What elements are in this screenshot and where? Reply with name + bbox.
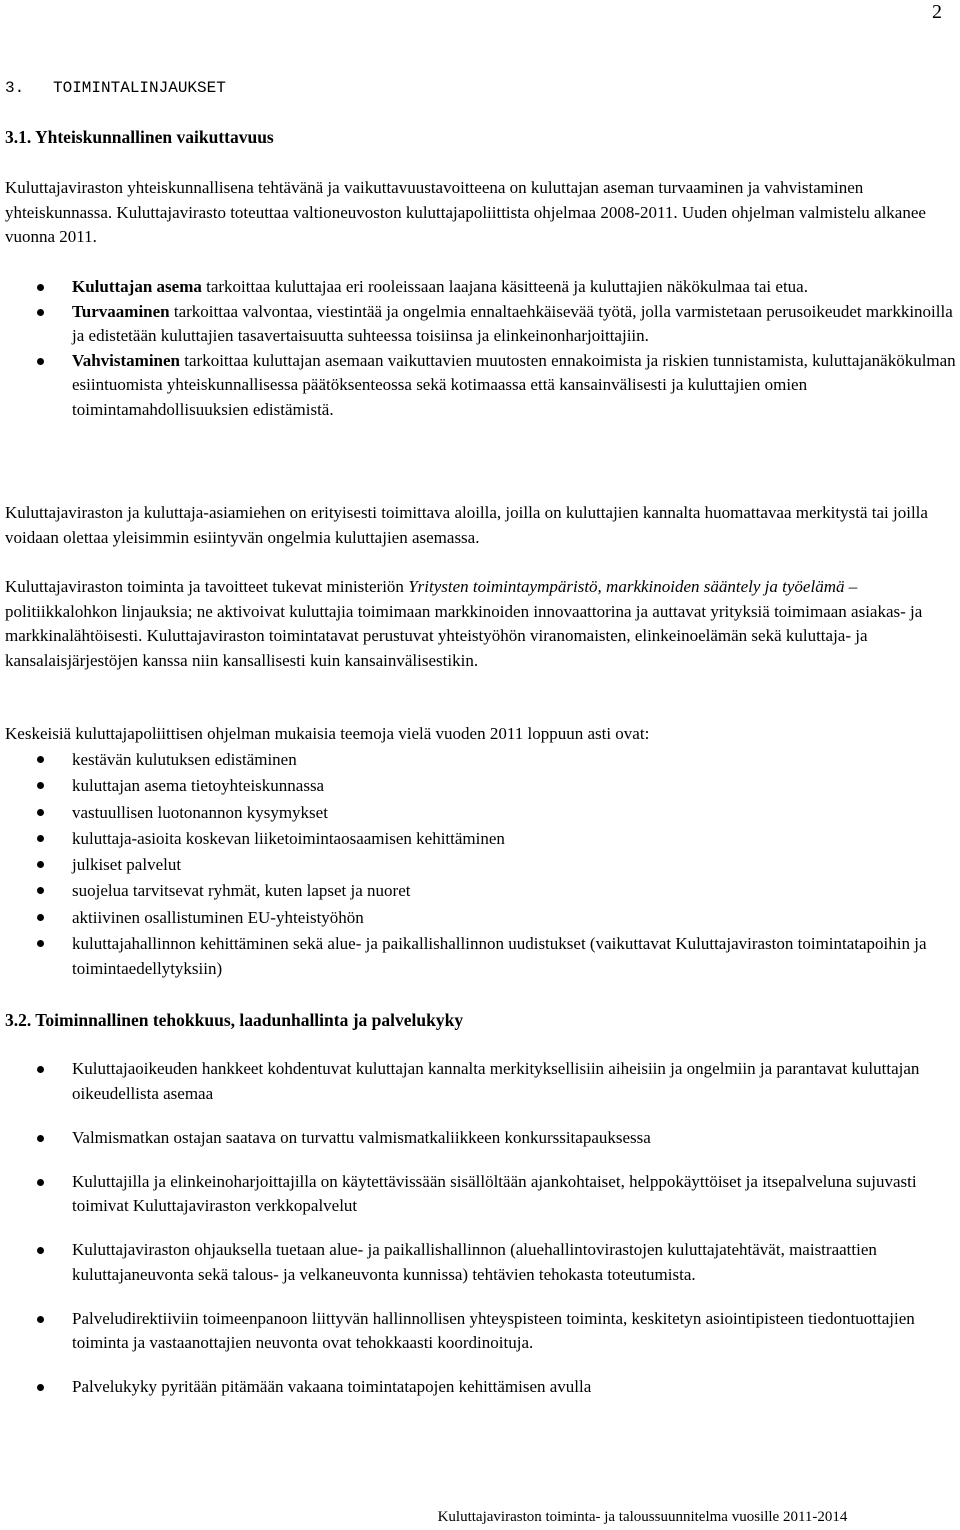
efficiency-item: Palveludirektiiviin toimeenpanoon liittyvän hallinnollisen yhteyspisteen toiminta, keskitetyn asiointipisteen tiedontuottajien toiminta ja vastaanottajien neuvonta ovat tehokkaasti koordinoituja.: [0, 1307, 960, 1356]
paragraph-3-end: – politiikkalohkon linjauksia; ne aktivoivat kuluttajia toimimaan markkinoiden innovaattorina ja auttavat yrityksiä toimimaan asiakas- ja markkinalähtöisesti. Kuluttajaviraston toimintatavat perustuvat yhteistyöhön viranomaisten, elinkeinoelämän sekä kuluttaja- ja kansalaisjärjestöjen kanssa niin kansallisesti kuin kansainvälisestikin.: [5, 577, 923, 670]
theme-item: aktiivinen osallistuminen EU-yhteistyöhön: [0, 905, 960, 931]
efficiency-item: Valmismatkan ostajan saatava on turvattu valmismatkaliikkeen konkurssitapauksessa: [0, 1126, 960, 1151]
definition-text: tarkoittaa valvontaa, viestintää ja ongelmia ennaltaehkäisevää työtä, jolla varmistetaan perusoikeudet markkinoilla ja edistetään kuluttajien tasavertaisuutta suhteessa toisiinsa ja elinkeinonharjoittajiin.: [72, 301, 953, 345]
definition-text: tarkoittaa kuluttajan asemaan vaikuttavien muutosten ennakoimista ja riskien tunnistamista, kuluttajanäkökulman esiintuomista yhteiskunnallisessa päätöksenteossa sekä kotimaassa että kansainvälisesti ja kuluttajien omien toimintamahdollisuuksien edistämistä.: [72, 350, 956, 419]
definition-text: tarkoittaa kuluttajaa eri rooleissaan laajana käsitteenä ja kuluttajien näkökulmaa tai etua.: [201, 277, 808, 296]
theme-item: kestävän kulutuksen edistäminen: [0, 747, 960, 773]
section-title: [5, 76, 226, 100]
page-number: 2: [932, 1, 942, 23]
theme-item: julkiset palvelut: [0, 852, 960, 878]
themes-list: [0, 747, 960, 981]
intro-paragraph: Kuluttajaviraston yhteiskunnallisena tehtävänä ja vaikuttavuustavoitteena on kuluttajan aseman turvaaminen ja vahvistaminen yhteiskunnassa. Kuluttajavirasto toteuttaa valtioneuvoston kuluttajapoliittista ohjelmaa 2008-2011. Uuden ohjelman valmistelu alkanee vuonna 2011.: [5, 178, 926, 246]
efficiency-item: Kuluttajaoikeuden hankkeet kohdentuvat kuluttajan kannalta merkityksellisiin aiheisiin ja ongelmiin ja parantavat kuluttajan oikeudellista asemaa: [0, 1057, 960, 1106]
definition-item: [0, 300, 960, 349]
subsection-heading-3-1: 3.1. Yhteiskunnallinen vaikuttavuus: [5, 127, 274, 147]
section-number: 3.: [5, 79, 25, 97]
definition-term: Turvaaminen: [72, 301, 170, 321]
page-footer: Kuluttajaviraston toiminta- ja taloussuunnitelma vuosille 2011-2014: [437, 1509, 848, 1525]
definition-item: [0, 349, 960, 423]
ministry-sector-name: Yritysten toimintaympäristö, markkinoiden sääntely ja työelämä: [408, 577, 845, 596]
subsection-heading-3-2: 3.2. Toiminnallinen tehokkuus, laadunhallinta ja palvelukyky: [5, 1010, 464, 1030]
paragraph-3-start: Kuluttajaviraston toiminta ja tavoitteet tukevat ministeriön: [5, 577, 409, 596]
efficiency-list: [0, 1057, 960, 1419]
theme-item: vastuullisen luotonannon kysymykset: [0, 800, 960, 826]
definition-term: Kuluttajan asema: [72, 277, 202, 296]
theme-item: kuluttaja-asioita koskevan liiketoimintaosaamisen kehittäminen: [0, 826, 960, 852]
themes-intro: Keskeisiä kuluttajapoliittisen ohjelman mukaisia teemoja vielä vuoden 2011 loppuun asti ovat:: [5, 724, 650, 743]
section-title-text: TOIMINTALINJAUKSET: [53, 79, 226, 97]
definition-term: Vahvistaminen: [72, 350, 181, 370]
paragraph-2: Kuluttajaviraston ja kuluttaja-asiamiehen on erityisesti toimittava aloilla, joilla on kuluttajien kannalta huomattavaa merkitystä tai joilla voidaan olettaa yleisimmin esiintyvän ongelmia kuluttajien asemassa.: [5, 503, 928, 547]
theme-item: suojelua tarvitsevat ryhmät, kuten lapset ja nuoret: [0, 878, 960, 904]
definitions-list: [0, 275, 960, 422]
theme-item: kuluttajahallinnon kehittäminen sekä alue- ja paikallishallinnon uudistukset (vaikuttavat Kuluttajaviraston toimintatapoihin ja toimintaedellytyksiin): [0, 931, 960, 981]
efficiency-item: Kuluttajaviraston ohjauksella tuetaan alue- ja paikallishallinnon (aluehallintovirastojen kuluttajatehtävät, maistraattien kuluttajaneuvonta sekä talous- ja velkaneuvonta kunnissa) tehtävien tehokasta toteutumista.: [0, 1238, 960, 1287]
theme-item: kuluttajan asema tietoyhteiskunnassa: [0, 773, 960, 799]
efficiency-item: Palvelukyky pyritään pitämään vakaana toimintatapojen kehittämisen avulla: [0, 1375, 960, 1400]
paragraph-3: [5, 575, 955, 673]
definition-item: [0, 275, 960, 300]
efficiency-item: Kuluttajilla ja elinkeinoharjoittajilla on käytettävissään sisällöltään ajankohtaiset, helppokäyttöiset ja itsepalveluna sujuvasti toimivat Kuluttajaviraston verkkopalvelut: [0, 1170, 960, 1219]
